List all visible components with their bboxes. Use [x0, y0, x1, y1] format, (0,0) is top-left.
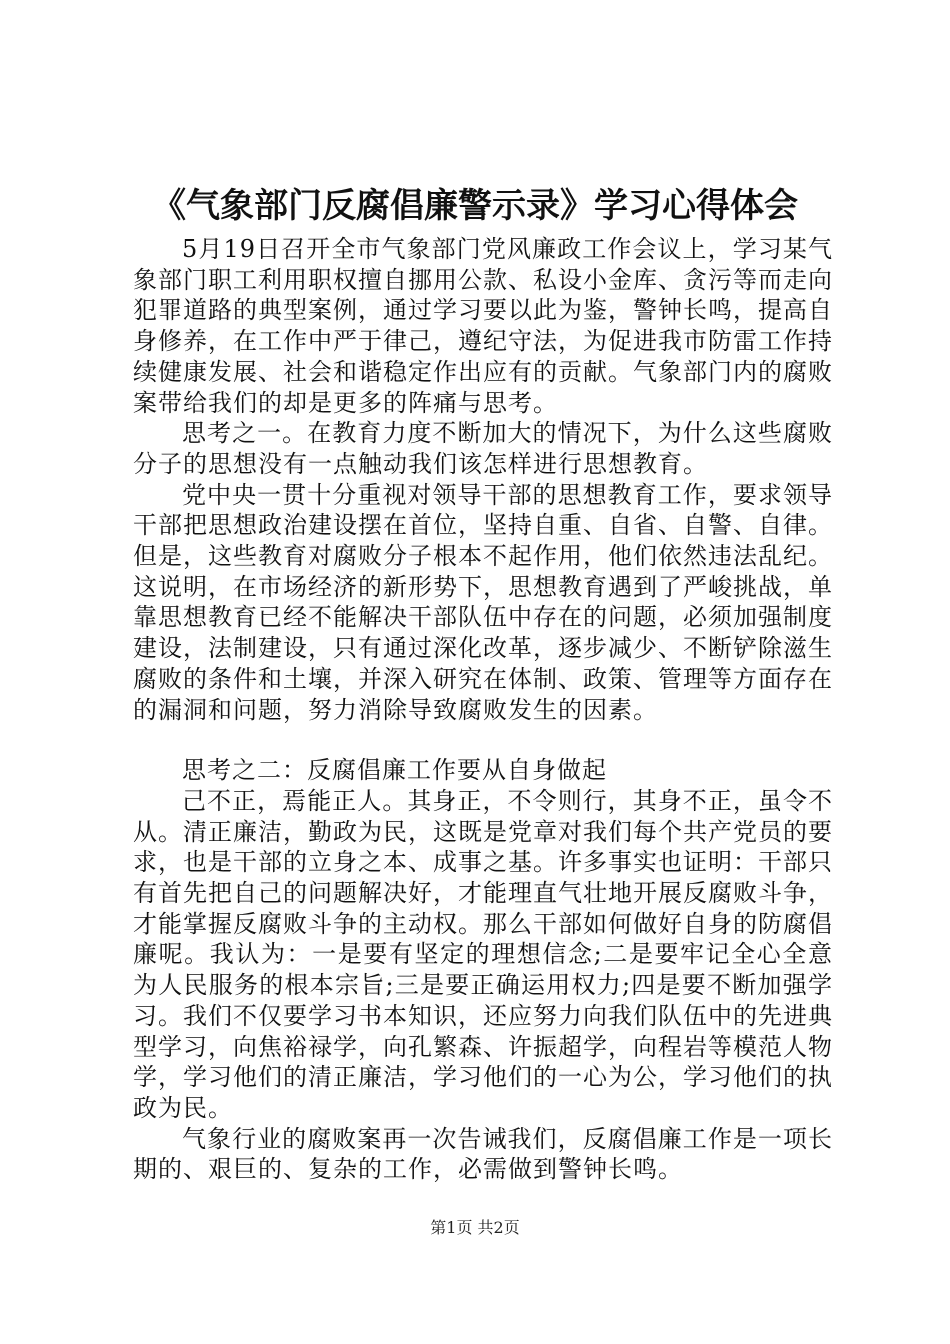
- paragraph-thought-one-body: 党中央一贯十分重视对领导干部的思想教育工作，要求领导干部把思想政治建设摆在首位，坚持自重、自省、自警、自律。但是，这些教育对腐败分子根本不起作用，他们依然违法乱纪。这说明，在市场经济的新形势下，思想教育遇到了严峻挑战，单靠思想教育已经不能解决干部队伍中存在的问题，必须加强制度建设，法制建设，只有通过深化改革，逐步减少、不断铲除滋生腐败的条件和土壤，并深入研究在体制、政策、管理等方面存在的漏洞和问题，努力消除导致腐败发生的因素。: [133, 480, 833, 724]
- document-title: 《气象部门反腐倡廉警示录》学习心得体会: [152, 186, 798, 226]
- document-body: [133, 234, 833, 1185]
- paragraph-thought-two-body: 己不正，焉能正人。其身正，不令则行，其身不正，虽令不从。清正廉洁，勤政为民，这既是党章对我们每个共产党员的要求，也是干部的立身之本、成事之基。许多事实也证明：干部只有首先把自己的问题解决好，才能理直气壮地开展反腐败斗争，才能掌握反腐败斗争的主动权。那么干部如何做好自身的防腐倡廉呢。我认为：一是要有坚定的理想信念;二是要牢记全心全意为人民服务的根本宗旨;三是要正确运用权力;四是要不断加强学习。我们不仅要学习书本知识，还应努力向我们队伍中的先进典型学习，向焦裕禄学，向孔繁森、许振超学，向程岩等模范人物学，学习他们的清正廉洁，学习他们的一心为公，学习他们的执政为民。: [133, 786, 833, 1122]
- paragraph-conclusion: 气象行业的腐败案再一次告诫我们，反腐倡廉工作是一项长期的、艰巨的、复杂的工作，必需做到警钟长鸣。: [133, 1124, 833, 1184]
- paragraph-intro: 5月19日召开全市气象部门党风廉政工作会议上，学习某气象部门职工利用职权擅自挪用公款、私设小金库、贪污等而走向犯罪道路的典型案例，通过学习要以此为鉴，警钟长鸣，提高自身修养，在工作中严于律己，遵纪守法，为促进我市防雷工作持续健康发展、社会和谐稳定作出应有的贡献。气象部门内的腐败案带给我们的却是更多的阵痛与思考。: [133, 235, 833, 417]
- page-number-footer: 第1页 共2页: [430, 1218, 520, 1237]
- paragraph-thought-one-heading: 思考之一。在教育力度不断加大的情况下，为什么这些腐败分子的思想没有一点触动我们该怎样进行思想教育。: [133, 419, 833, 478]
- paragraph-thought-two-heading: 思考之二：反腐倡廉工作要从自身做起: [182, 756, 607, 785]
